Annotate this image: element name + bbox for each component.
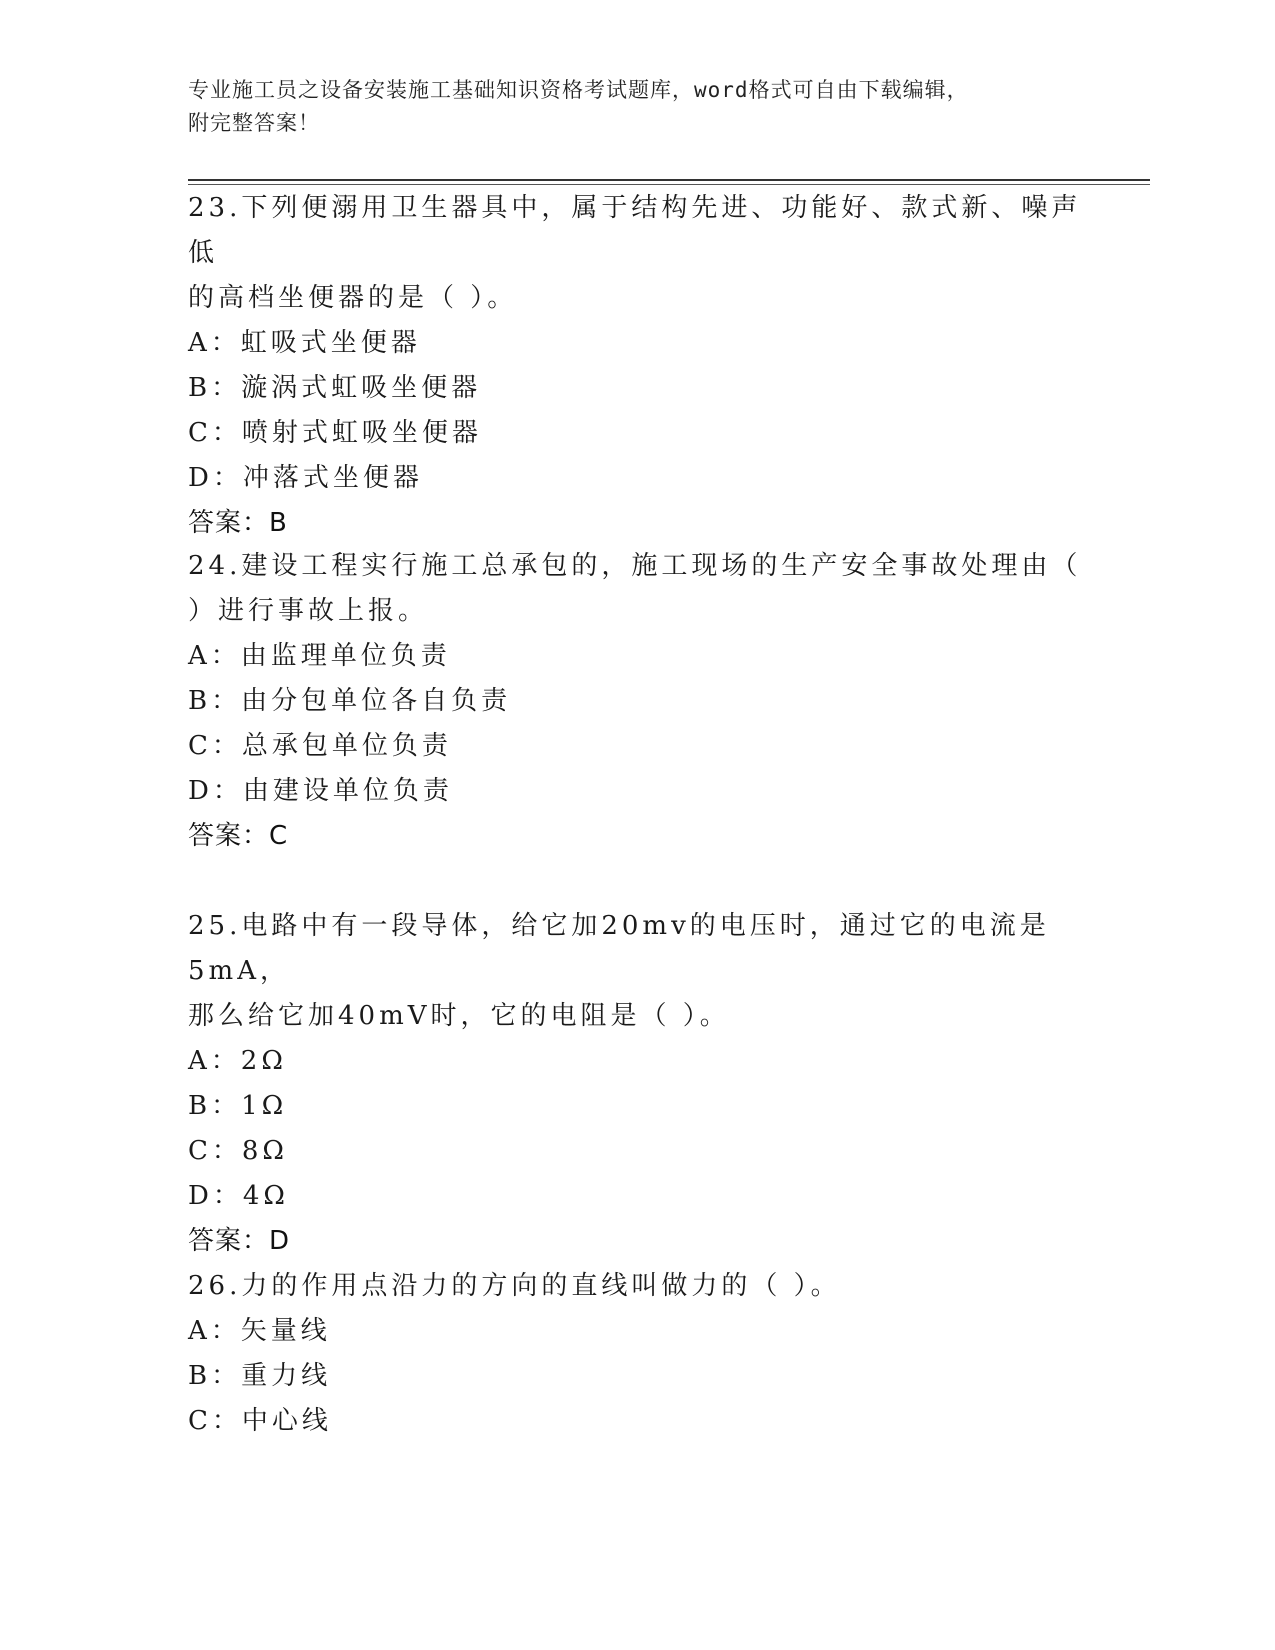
header-line-1: 专业施工员之设备安装施工基础知识资格考试题库，word格式可自由下载编辑， (188, 78, 969, 102)
header-divider-thin (188, 184, 1150, 185)
question-stem: 的高档坐便器的是（ ）。 (188, 283, 518, 313)
question-24 (188, 544, 1088, 859)
option-a: A：虹吸式坐便器 (188, 328, 421, 358)
document-header (188, 74, 1088, 140)
answer: 答案：C (188, 821, 289, 851)
option-a: A：由监理单位负责 (188, 641, 451, 671)
option-c: C：中心线 (188, 1406, 332, 1436)
option-d: D：冲落式坐便器 (188, 463, 423, 493)
option-c: C：总承包单位负责 (188, 731, 452, 761)
option-b: B：由分包单位各自负责 (188, 686, 512, 716)
option-b: B：漩涡式虹吸坐便器 (188, 373, 482, 403)
question-stem: 那么给它加40mV时，它的电阻是（ ）。 (188, 1001, 730, 1031)
option-a: A：2Ω (188, 1046, 287, 1076)
question-stem: 24.建设工程实行施工总承包的，施工现场的生产安全事故处理由（ (188, 551, 1082, 581)
question-23 (188, 186, 1088, 546)
question-stem: 26.力的作用点沿力的方向的直线叫做力的（ ）。 (188, 1271, 841, 1301)
question-26 (188, 1264, 1088, 1444)
option-a: A：矢量线 (188, 1316, 331, 1346)
question-stem: 25.电路中有一段导体，给它加20mv的电压时，通过它的电流是5mA， (188, 911, 1050, 986)
header-divider-thick (188, 179, 1150, 181)
question-stem: ）进行事故上报。 (188, 596, 429, 626)
header-line-2: 附完整答案！ (188, 111, 320, 135)
answer: 答案：D (188, 1226, 291, 1256)
question-stem: 23.下列便溺用卫生器具中，属于结构先进、功能好、款式新、噪声低 (188, 193, 1082, 268)
question-25 (188, 904, 1088, 1264)
option-b: B：重力线 (188, 1361, 332, 1391)
option-c: C：8Ω (188, 1136, 288, 1166)
answer: 答案：B (188, 508, 288, 538)
option-c: C：喷射式虹吸坐便器 (188, 418, 482, 448)
option-b: B：1Ω (188, 1091, 288, 1121)
option-d: D：由建设单位负责 (188, 776, 453, 806)
option-d: D：4Ω (188, 1181, 289, 1211)
